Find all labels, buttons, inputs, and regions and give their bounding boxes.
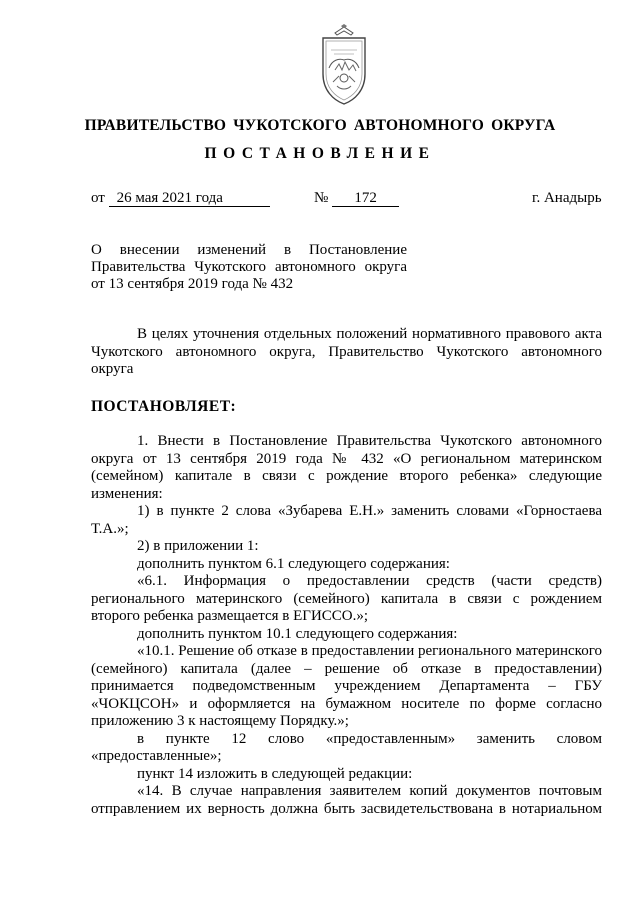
number-line — [314, 190, 399, 207]
paragraph-item-12: в пункте 12 слово «предоставленным» заменить словом «предоставленные»; — [91, 730, 602, 764]
subject-line-2: Правительства Чукотского автономного округа — [91, 259, 407, 275]
city: г. Анадырь — [532, 190, 602, 206]
paragraph-add-10-1: дополнить пунктом 10.1 следующего содержания: — [137, 625, 458, 642]
paragraph-text-10-1: «10.1. Решение об отказе в предоставлении регионального материнского (семейного) капитала (далее – решение об отказе в предоставлении) принимается подведомственным учреждением Департамента – ГБУ «ЧОКЦСОН» и оформляется на бумажном носителе по форме согласно приложению 3 к настоящему Порядку.»; — [91, 643, 602, 729]
paragraph-subitem-2: 2) в приложении 1: — [137, 538, 259, 554]
paragraph-item-14-intro: пункт 14 изложить в следующей редакции: — [137, 765, 413, 782]
document-date: 26 мая 2021 года — [109, 191, 270, 207]
date-line — [91, 190, 270, 207]
document-type-title: ПОСТАНОВЛЕНИЕ — [204, 145, 436, 162]
preamble-paragraph: В целях уточнения отдельных положений нормативного правового акта Чукотского автономного округа, Правительство Чукотского автономного округа — [91, 326, 602, 377]
resolves-heading: ПОСТАНОВЛЯЕТ: — [91, 398, 237, 415]
document-subject — [91, 242, 407, 293]
paragraph-text-6-1: «6.1. Информация о предоставлении средств (части средств) регионального материнского (семейного) капитала в связи с рождением второго ребенка размещается в ЕГИССО.»; — [91, 573, 602, 624]
paragraph-text-14-line-1: «14. В случае направления заявителем копий документов почтовым — [137, 783, 602, 799]
number-label: № — [314, 190, 329, 206]
document-number: 172 — [332, 191, 399, 207]
date-from-label: от — [91, 190, 105, 206]
paragraph-item-1: 1. Внести в Постановление Правительства Чукотского автономного округа от 13 сентября 2019 года № 432 «О региональном материнском (семейном) капитале в связи с рождение второго ребенка» следующие изменения: — [91, 433, 602, 502]
paragraph-add-6-1: дополнить пунктом 6.1 следующего содержания: — [137, 555, 450, 572]
resolution-body — [91, 433, 602, 818]
subject-line-1: О внесении изменений в Постановление — [91, 242, 407, 258]
paragraph-subitem-1: 1) в пункте 2 слова «Зубарева Е.Н.» заменить словами «Горностаева Т.А.»; — [91, 503, 602, 537]
subject-line-3: от 13 сентября 2019 года № 432 — [91, 276, 294, 292]
paragraph-text-14-line-2: отправлением их верность должна быть засвидетельствована в нотариальном — [91, 800, 602, 817]
government-title: ПРАВИТЕЛЬСТВО ЧУКОТСКОГО АВТОНОМНОГО ОКРУГА — [84, 117, 556, 134]
coat-of-arms-icon — [301, 24, 387, 110]
